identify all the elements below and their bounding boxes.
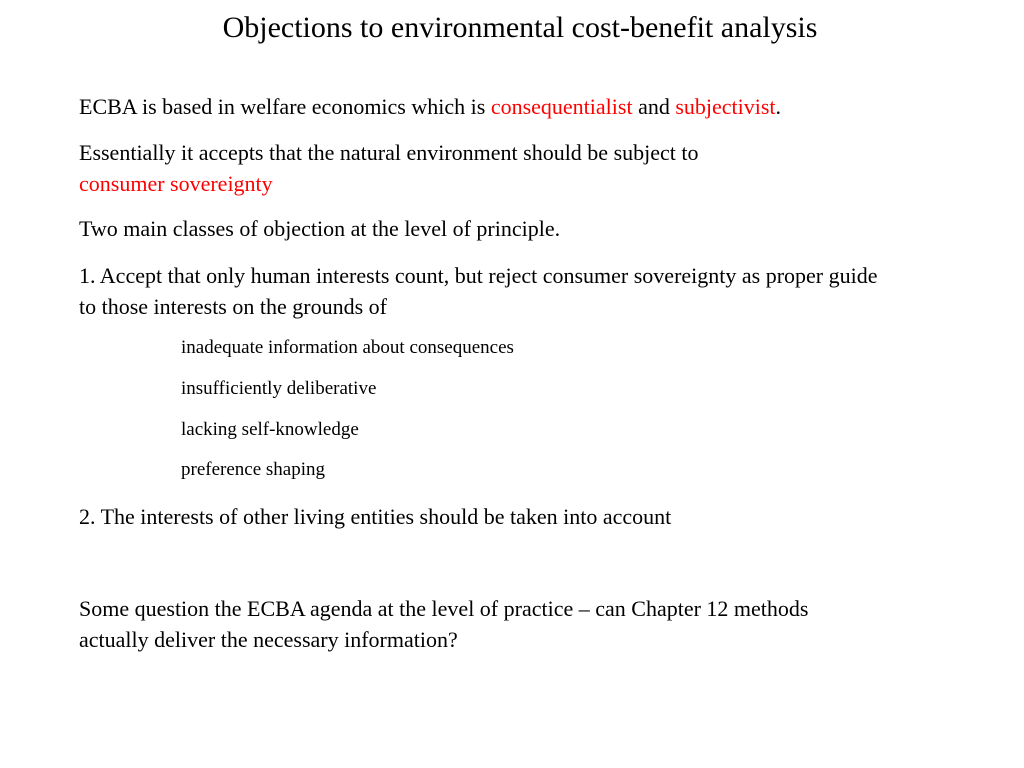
- paragraph-consumer-sovereignty: [79, 137, 959, 199]
- ground-item: insufficiently deliberative: [181, 378, 377, 399]
- ground-item: inadequate information about consequences: [181, 337, 514, 358]
- para1-middle: and: [632, 94, 676, 119]
- paragraph-objection-1: 1. Accept that only human interests count, but reject consumer sovereignty as proper guide to those interests on the grounds of: [79, 263, 878, 319]
- para1-prefix: ECBA is based in welfare economics which is: [79, 94, 491, 119]
- ground-item: preference shaping: [181, 459, 326, 480]
- para1-suffix: .: [775, 94, 782, 119]
- term-consumer-sovereignty: consumer sovereignty: [79, 171, 273, 196]
- term-consequentialist: consequentialist: [490, 94, 633, 119]
- slide-title: Objections to environmental cost-benefit analysis: [222, 11, 818, 44]
- term-subjectivist: subjectivist: [675, 94, 776, 119]
- paragraph-objection-2: 2. The interests of other living entities should be taken into account: [79, 504, 672, 529]
- para2-text: Essentially it accepts that the natural environment should be subject to: [79, 140, 699, 165]
- paragraph-two-classes: Two main classes of objection at the level of principle.: [79, 216, 561, 241]
- paragraph-practice-question: Some question the ECBA agenda at the level of practice – can Chapter 12 methods actually deliver the necessary information?: [79, 596, 809, 652]
- paragraph-welfare-economics: [79, 91, 959, 122]
- ground-item: lacking self-knowledge: [181, 419, 359, 440]
